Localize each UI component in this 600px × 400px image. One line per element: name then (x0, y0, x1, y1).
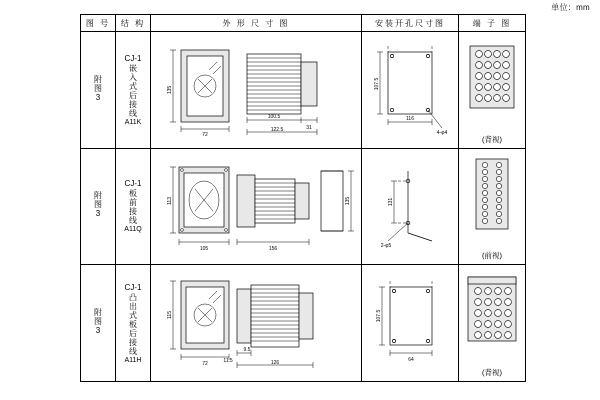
dim-113: 113 (167, 196, 173, 205)
structure-code: A11Q (124, 226, 142, 234)
cell-mounting-drawing (362, 265, 459, 382)
cell-outline-drawing (151, 265, 362, 382)
dim-107-5: 107.5 (374, 77, 380, 91)
cell-fig-no (81, 148, 116, 265)
dim-107-5: 107.5 (376, 310, 382, 323)
cell-mounting-drawing (362, 148, 459, 265)
terminal-caption: (前视) (482, 251, 502, 261)
dim-126: 126 (270, 360, 280, 367)
header-outline-drawing: 外 形 尺 寸 图 (151, 15, 362, 32)
outline-drawing-3 (151, 265, 361, 377)
dim-72: 72 (202, 361, 208, 368)
cell-outline-drawing (151, 148, 362, 265)
unit-note: 单位：mm (551, 3, 590, 12)
dim-4-phi-4: 4-φ4 (436, 130, 448, 136)
table-header-row (81, 15, 526, 32)
dim-72: 72 (202, 132, 208, 138)
structure-code: A11H (124, 356, 142, 364)
dim-135: 135 (167, 85, 173, 95)
dim-105: 105 (199, 245, 209, 252)
cell-mounting-drawing (362, 32, 459, 149)
header-mounting-drawing: 安装开孔尺寸图 (362, 15, 459, 32)
cell-terminal-drawing (459, 32, 526, 149)
table-row (81, 32, 526, 149)
table-row (81, 148, 526, 265)
header-fig-no: 图 号 (81, 15, 116, 32)
cell-outline-drawing (151, 32, 362, 149)
structure-code: A11K (124, 118, 142, 126)
dim-100-5: 100.5 (267, 114, 281, 120)
mounting-drawing-3 (362, 265, 458, 377)
structure-type: 嵌入式后接线 (128, 63, 138, 118)
structure-model: CJ-1 (124, 179, 142, 189)
structure-type: 板前接线 (128, 189, 138, 226)
specification-table (80, 14, 526, 382)
terminal-caption: (背视) (482, 368, 502, 377)
dim-2-phi-5: 2-φ5 (380, 242, 392, 249)
fig-no-label: 附图3 (93, 191, 103, 220)
dim-115: 115 (167, 311, 173, 320)
terminal-drawing-1 (459, 32, 525, 132)
cell-fig-no (81, 32, 116, 149)
header-structure: 结 构 (116, 15, 151, 32)
fig-no-label: 附图3 (93, 74, 103, 103)
dim-135: 135 (345, 196, 351, 205)
cell-structure (116, 148, 151, 265)
dim-156: 156 (268, 245, 278, 252)
outline-drawing-2 (151, 149, 361, 261)
dim-11-5: 11.5 (223, 358, 233, 365)
header-terminal-drawing: 端 子 图 (459, 15, 526, 32)
cell-fig-no (81, 265, 116, 382)
dim-64: 64 (408, 357, 414, 364)
outline-drawing-1 (151, 32, 361, 144)
mounting-drawing-2 (362, 149, 458, 261)
cell-structure (116, 32, 151, 149)
dim-9-5: 9.5 (243, 347, 251, 354)
terminal-drawing-2 (459, 149, 525, 249)
structure-model: CJ-1 (124, 282, 142, 292)
structure-model: CJ-1 (124, 53, 142, 63)
cell-terminal-drawing (459, 265, 526, 382)
mounting-drawing-1 (362, 32, 458, 144)
dim-116: 116 (406, 116, 414, 122)
terminal-caption: (背视) (482, 134, 502, 144)
structure-type: 凸出式板后接线 (128, 292, 138, 356)
dim-31: 31 (306, 125, 312, 131)
cell-terminal-drawing (459, 148, 526, 265)
dim-131: 131 (388, 197, 394, 206)
terminal-drawing-3 (459, 265, 525, 365)
cell-structure (116, 265, 151, 382)
dim-122-5: 122.5 (270, 127, 284, 133)
table-row (81, 265, 526, 382)
fig-no-label: 附图3 (93, 308, 103, 337)
